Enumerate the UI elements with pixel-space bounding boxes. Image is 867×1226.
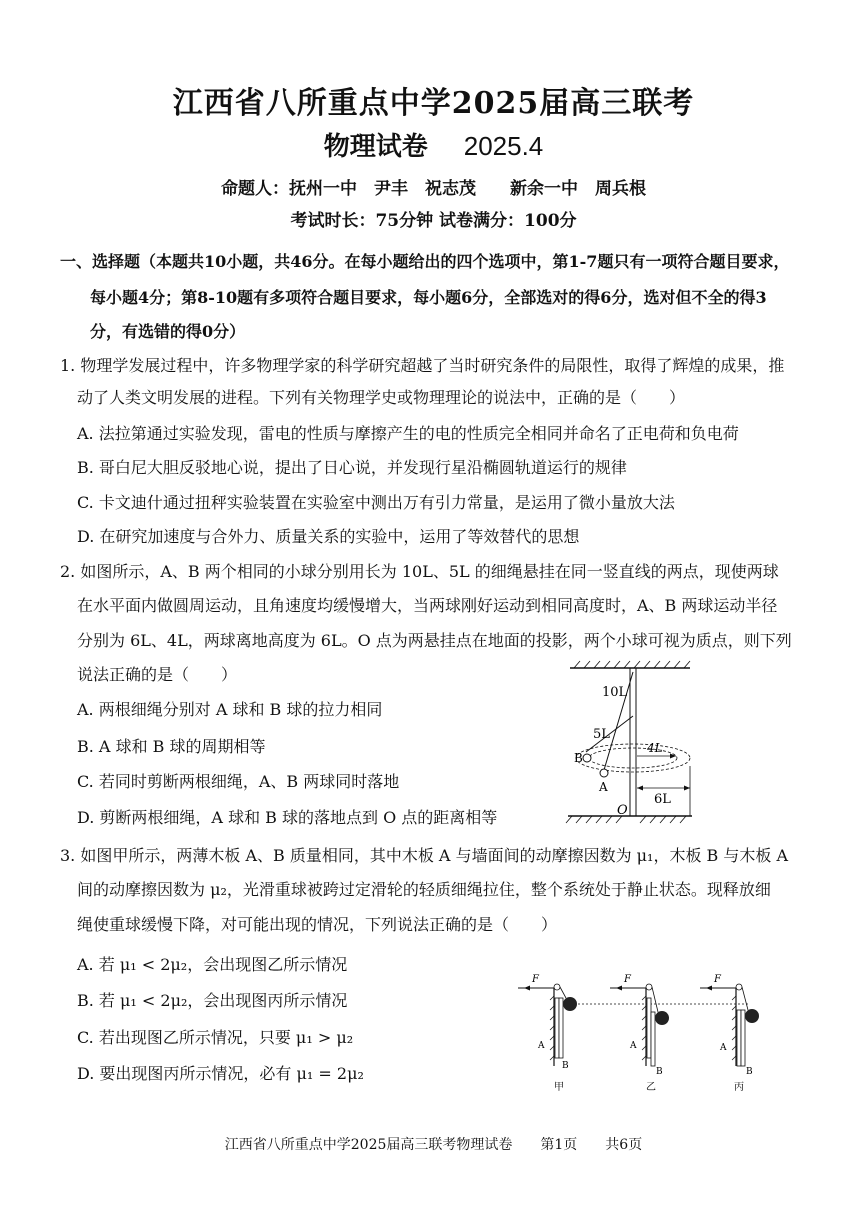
q3-yi-caption: 乙 (646, 1082, 656, 1093)
q2-stem-line-3: 分别为 6L、4L，两球离地高度为 6L。O 点为两悬挂点在地面的投影，两个小球可视为质点，则下列 (77, 631, 792, 650)
exam-date: 2025.4 (463, 131, 544, 161)
exam-subtitle (0, 126, 867, 163)
q2-label-6L: 6L (654, 792, 671, 807)
q2-label-O: O (617, 803, 628, 818)
q2-label-B: B (574, 751, 583, 765)
q3-bing-label-F: F (714, 974, 721, 985)
q3-jia-label-F: F (532, 974, 539, 985)
section-heading-line-3: 分，有选错的得0分） (90, 322, 246, 341)
q3-option-d: D. 要出现图丙所示情况，必有 μ₁ = 2μ₂ (77, 1064, 364, 1083)
q3-jia-label-B: B (562, 1061, 569, 1071)
exam-title: 江西省八所重点中学2025届高三联考 (172, 86, 695, 121)
section-heading-line-2: 每小题4分；第8-10题有多项符合题目要求，每小题6分，全部选对的得6分，选对但不全的得3 (90, 288, 767, 307)
q2-option-a: A. 两根细绳分别对 A 球和 B 球的拉力相同 (77, 700, 383, 719)
q2-pendulum-figure (560, 658, 710, 830)
q3-jia-caption: 甲 (554, 1082, 564, 1093)
q3-stem-line-2: 间的动摩擦因数为 μ₂，光滑重球被跨过定滑轮的轻质细绳拉住，整个系统处于静止状态。现释放细 (77, 880, 771, 899)
q3-figure-jia (518, 974, 577, 1093)
q1-stem-line-2: 动了人类文明发展的进程。下列有关物理学史或物理理论的说法中，正确的是（ ） (77, 388, 686, 407)
q3-stem-line-3: 绳使重球缓慢下降，对可能出现的情况，下列说法正确的是（ ） (77, 915, 558, 934)
q2-stem-line-1: 2. 如图所示，A、B 两个相同的小球分别用长为 10L、5L 的细绳悬挂在同一竖直线的两点，现使两球 (60, 562, 779, 581)
q3-bing-label-B: B (746, 1067, 753, 1077)
q2-option-c: C. 若同时剪断两根细绳，A、B 两球同时落地 (77, 772, 400, 791)
subject-title: 物理试卷 (323, 132, 428, 162)
page-footer: 江西省八所重点中学2025届高三联考物理试卷 第1页 共6页 (224, 1137, 643, 1153)
q1-option-c: C. 卡文迪什通过扭秤实验装置在实验室中测出万有引力常量，是运用了微小量放大法 (77, 493, 675, 512)
q2-stem-line-4: 说法正确的是（ ） (77, 665, 238, 684)
q3-yi-label-B: B (656, 1067, 663, 1077)
q2-label-10L: 10L (602, 685, 628, 700)
exam-info: 考试时长：75分钟 试卷满分：100分 (290, 211, 577, 231)
q3-figure-yi (610, 974, 669, 1093)
q2-option-b: B. A 球和 B 球的周期相等 (77, 737, 266, 756)
q2-label-A: A (599, 780, 608, 794)
q3-stem-line-1: 3. 如图甲所示，两薄木板 A、B 质量相同，其中木板 A 与墙面间的动摩擦因数为 μ₁，木板 B 与木板 A (60, 846, 789, 865)
q3-bing-label-A: A (720, 1043, 727, 1053)
authors-line: 命题人：抚州一中 尹丰 祝志茂 新余一中 周兵根 (221, 179, 646, 199)
q1-option-a: A. 法拉第通过实验发现，雷电的性质与摩擦产生的电的性质完全相同并命名了正电荷和负电荷 (77, 424, 739, 443)
q1-stem-line-1: 1. 物理学发展过程中，许多物理学家的科学研究超越了当时研究条件的局限性，取得了辉煌的成果，推 (60, 356, 785, 375)
q2-label-5L: 5L (593, 727, 610, 742)
q3-option-c: C. 若出现图乙所示情况，只要 μ₁ > μ₂ (77, 1028, 354, 1047)
q3-option-b: B. 若 μ₁ < 2μ₂，会出现图丙所示情况 (77, 991, 348, 1010)
q3-boards-figure (510, 966, 780, 1096)
q3-figure-bing (700, 974, 759, 1093)
q3-yi-label-A: A (630, 1041, 637, 1051)
q2-label-4L: 4L (647, 741, 663, 755)
q2-option-d: D. 剪断两根细绳，A 球和 B 球的落地点到 O 点的距离相等 (77, 808, 498, 827)
q3-yi-label-F: F (624, 974, 631, 985)
q2-stem-line-2: 在水平面内做圆周运动，且角速度均缓慢增大，当两球刚好运动到相同高度时，A、B 两球运动半径 (77, 596, 778, 615)
q3-jia-label-A: A (538, 1041, 545, 1051)
q1-option-b: B. 哥白尼大胆反驳地心说，提出了日心说，并发现行星沿椭圆轨道运行的规律 (77, 458, 627, 477)
q3-option-a: A. 若 μ₁ < 2μ₂，会出现图乙所示情况 (77, 955, 348, 974)
section-heading-line-1: 一、选择题（本题共10小题，共46分。在每小题给出的四个选项中，第1-7题只有一项符合题目要求， (60, 252, 790, 271)
q3-bing-caption: 丙 (734, 1082, 744, 1093)
q1-option-d: D. 在研究加速度与合外力、质量关系的实验中，运用了等效替代的思想 (77, 527, 580, 546)
